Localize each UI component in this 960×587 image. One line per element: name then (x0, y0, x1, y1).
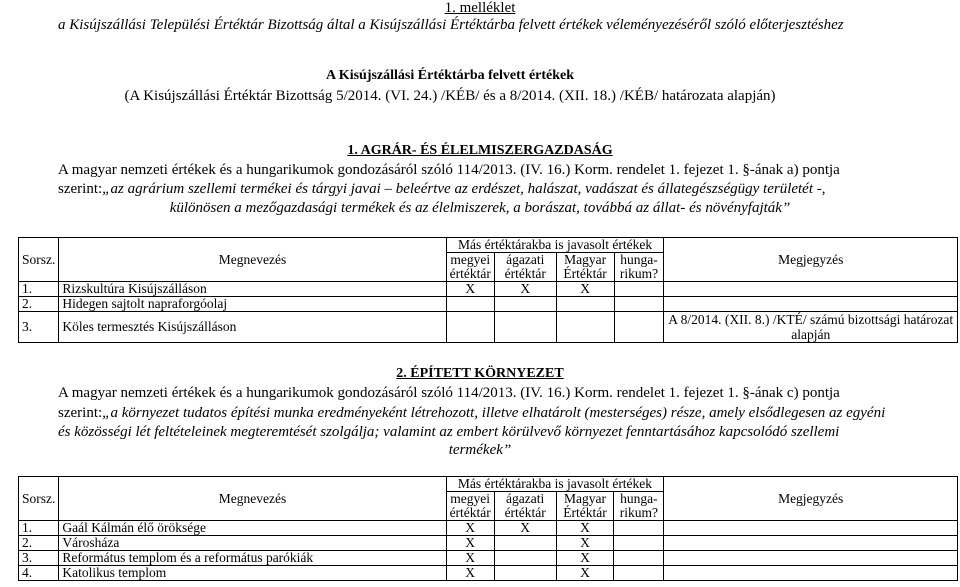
col-header-note: Megjegyzés (664, 238, 958, 282)
table-row (19, 312, 958, 343)
row-num: 2. (19, 536, 59, 551)
row-note (664, 297, 958, 312)
col-header-group: Más értéktárakba is javasolt értékek (446, 238, 664, 253)
section-2-intro-line-4: termékek” (448, 442, 512, 458)
section-1-intro-line-3: különösen a mezőgazdasági termékek és az élelmiszerek, a borászat, továbbá az állat- és növényfajták” (169, 200, 791, 216)
row-magyar (556, 297, 614, 312)
row-magyar: X (556, 566, 614, 581)
row-name: Hidegen sajtolt napraforgóolaj (59, 297, 446, 312)
section-2-intro-line-2 (58, 405, 885, 422)
col-header-hunga: hunga- rikum? (614, 253, 664, 282)
col-header-name: Megnevezés (59, 477, 446, 521)
row-agazati: X (494, 521, 556, 536)
col-header-agazati: ágazati értéktár (494, 253, 556, 282)
row-magyar: X (556, 551, 614, 566)
row-megyei: X (446, 566, 494, 581)
row-hunga (614, 566, 664, 581)
section-1-intro-line-1: A magyar nemzeti értékek és a hungarikumok gondozásáról szóló 114/2013. (IV. 16.) Korm. rendelet 1. fejezet 1. §-ának a) pontja (58, 162, 840, 178)
section-2-title: 2. ÉPÍTETT KÖRNYEZET (396, 366, 564, 381)
table-row (19, 297, 958, 312)
row-hunga (614, 521, 664, 536)
row-name: Református templom és a református parókiák (59, 551, 446, 566)
row-magyar (556, 312, 614, 343)
row-note (664, 282, 958, 297)
row-note (664, 536, 958, 551)
section-2-table (18, 476, 958, 581)
col-header-name: Megnevezés (59, 238, 446, 282)
row-note (664, 551, 958, 566)
section-2-intro-prefix: szerint: (58, 405, 103, 421)
section-2-intro-line-3: és közösségi lét feltételeinek megteremtését szolgálja; valamint az embert körülvevő környezet fenntartásához kapcsolódó szellemi (58, 424, 840, 440)
table-row (19, 521, 958, 536)
document-title: A Kisújszállási Értéktárba felvett értékek (325, 68, 575, 83)
row-agazati (494, 551, 556, 566)
row-num: 1. (19, 521, 59, 536)
row-megyei: X (446, 551, 494, 566)
row-num: 1. (19, 282, 59, 297)
row-num: 2. (19, 297, 59, 312)
row-agazati (494, 566, 556, 581)
row-name: Katolikus templom (59, 566, 446, 581)
row-note: A 8/2014. (XII. 8.) /KTÉ/ számú bizottsági határozat alapján (664, 312, 958, 343)
row-magyar: X (556, 282, 614, 297)
section-1-intro-prefix: szerint: (58, 181, 103, 197)
row-megyei (446, 312, 494, 343)
col-header-note: Megjegyzés (664, 477, 958, 521)
col-header-group: Más értéktárakba is javasolt értékek (446, 477, 664, 492)
row-note (664, 521, 958, 536)
table-row (19, 282, 958, 297)
annex-subtitle: a Kisújszállási Települési Értéktár Bizottság által a Kisújszállási Értéktárba felvett értékek véleményezéséről szóló előterjesztéshez (58, 17, 844, 33)
section-2-intro-line-1: A magyar nemzeti értékek és a hungarikumok gondozásáról szóló 114/2013. (IV. 16.) Korm. rendelet 1. fejezet 1. §-ának c) pontja (58, 385, 840, 401)
row-megyei (446, 297, 494, 312)
col-header-magyar: Magyar Értéktár (556, 492, 614, 521)
document-subtitle: (A Kisújszállási Értéktár Bizottság 5/2014. (VI. 24.) /KÉB/ és a 8/2014. (XII. 18.) /KÉB/ határozata alapján) (124, 88, 776, 104)
col-header-magyar: Magyar Értéktár (556, 253, 614, 282)
row-name: Városháza (59, 536, 446, 551)
row-hunga (614, 536, 664, 551)
section-1-table (18, 237, 958, 343)
section-1-intro-quote: „az agrárium szellemi termékei és tárgyi javai – beleértve az erdészet, halászat, vadászat és állategészségügy területét -, (102, 181, 826, 197)
table-row (19, 566, 958, 581)
col-header-agazati: ágazati értéktár (494, 492, 556, 521)
row-agazati (494, 536, 556, 551)
row-megyei: X (446, 536, 494, 551)
row-num: 3. (19, 551, 59, 566)
table-row (19, 536, 958, 551)
col-header-sorsz: Sorsz. (19, 238, 59, 282)
row-num: 4. (19, 566, 59, 581)
row-note (664, 566, 958, 581)
section-2-intro-quote: „a környezet tudatos építési munka eredményeként létrehozott, illetve elhatárolt (mesterséges) része, amely elsődlegesen az egyéni (102, 405, 886, 421)
section-1-title: 1. AGRÁR- ÉS ÉLELMISZERGAZDASÁG (347, 143, 613, 158)
col-header-megyei: megyei értéktár (446, 492, 494, 521)
row-hunga (614, 551, 664, 566)
row-magyar: X (556, 521, 614, 536)
row-hunga (614, 297, 664, 312)
row-megyei: X (446, 521, 494, 536)
section-1-intro-line-2 (58, 181, 826, 198)
table-row (19, 551, 958, 566)
row-hunga (614, 282, 664, 297)
row-agazati (494, 297, 556, 312)
row-megyei: X (446, 282, 494, 297)
col-header-megyei: megyei értéktár (446, 253, 494, 282)
row-hunga (614, 312, 664, 343)
row-magyar: X (556, 536, 614, 551)
col-header-hunga: hunga- rikum? (614, 492, 664, 521)
row-num: 3. (19, 312, 59, 343)
row-agazati: X (494, 282, 556, 297)
col-header-sorsz: Sorsz. (19, 477, 59, 521)
row-name: Köles termesztés Kisújszálláson (59, 312, 446, 343)
annex-label: 1. melléklet (444, 0, 516, 16)
row-agazati (494, 312, 556, 343)
row-name: Rizskultúra Kisújszálláson (59, 282, 446, 297)
row-name: Gaál Kálmán élő öröksége (59, 521, 446, 536)
